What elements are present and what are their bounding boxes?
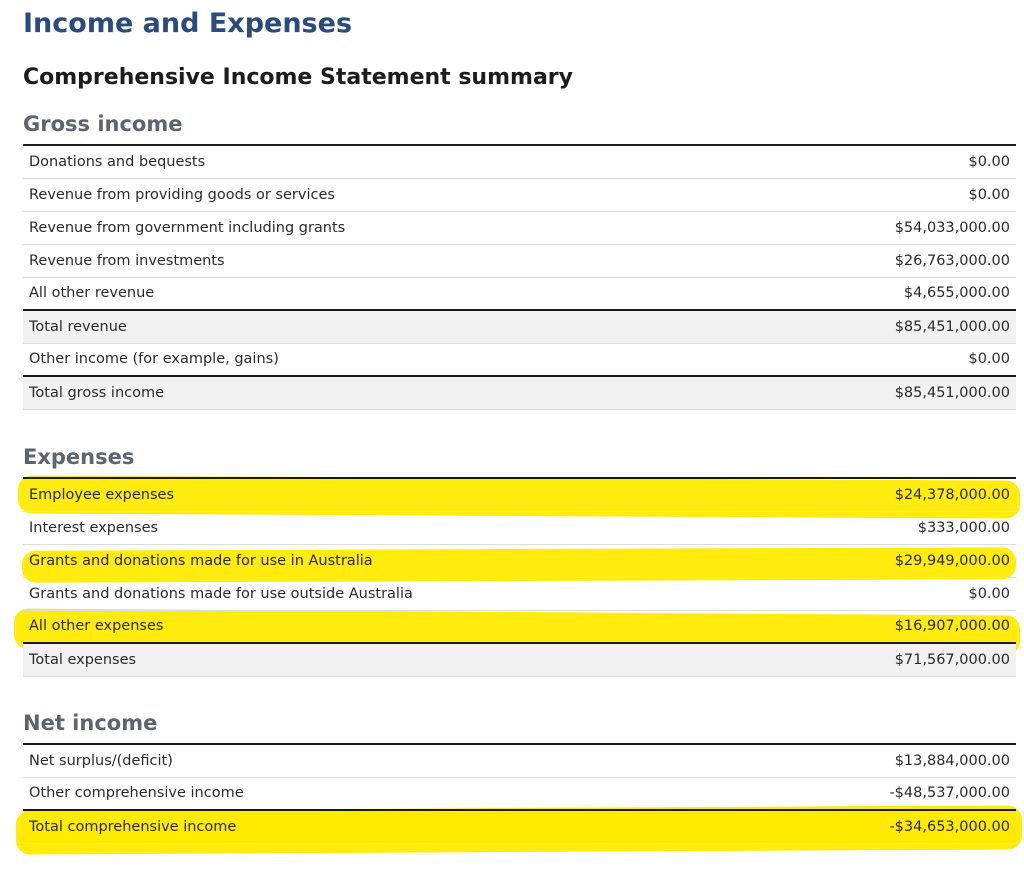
row-amount: -$34,653,000.00 — [650, 810, 1016, 843]
row-amount: $13,884,000.00 — [650, 744, 1016, 777]
table-row — [23, 478, 1016, 511]
row-amount: $29,949,000.00 — [774, 544, 1016, 577]
table-row — [23, 777, 1016, 810]
row-label: All other expenses — [23, 610, 774, 643]
row-label: Revenue from government including grants — [23, 211, 738, 244]
row-amount: $26,763,000.00 — [738, 244, 1016, 277]
row-amount: $16,907,000.00 — [774, 610, 1016, 643]
net-income-title: Net income — [23, 711, 158, 735]
total-expenses-row — [23, 643, 1016, 676]
row-amount: $85,451,000.00 — [738, 376, 1016, 409]
gross-income-section — [23, 110, 1016, 410]
table-row — [23, 744, 1016, 777]
row-label: Grants and donations made for use outside Australia — [23, 577, 774, 610]
row-label: Employee expenses — [23, 478, 774, 511]
expenses-title: Expenses — [23, 445, 135, 469]
table-row — [23, 511, 1016, 544]
total-gross-income-row — [23, 376, 1016, 409]
expenses-section — [23, 443, 1016, 677]
net-income-section — [23, 709, 1016, 844]
row-amount: $4,655,000.00 — [738, 277, 1016, 310]
row-label: Total expenses — [23, 643, 774, 676]
row-amount: -$48,537,000.00 — [650, 777, 1016, 810]
row-label: Grants and donations made for use in Australia — [23, 544, 774, 577]
row-label: Revenue from investments — [23, 244, 738, 277]
row-label: Total revenue — [23, 310, 738, 343]
page-title: Income and Expenses — [23, 8, 353, 39]
row-amount: $54,033,000.00 — [738, 211, 1016, 244]
row-label: Total comprehensive income — [23, 810, 650, 843]
row-amount: $24,378,000.00 — [774, 478, 1016, 511]
table-row — [23, 178, 1016, 211]
total-revenue-row — [23, 310, 1016, 343]
table-row — [23, 244, 1016, 277]
row-amount: $0.00 — [738, 145, 1016, 178]
row-amount: $0.00 — [738, 343, 1016, 376]
table-row — [23, 211, 1016, 244]
table-row — [23, 145, 1016, 178]
row-label: Revenue from providing goods or services — [23, 178, 738, 211]
row-amount: $0.00 — [738, 178, 1016, 211]
row-label: Other comprehensive income — [23, 777, 650, 810]
row-label: Other income (for example, gains) — [23, 343, 738, 376]
row-label: All other revenue — [23, 277, 738, 310]
table-row — [23, 343, 1016, 376]
table-row — [23, 577, 1016, 610]
row-amount: $0.00 — [774, 577, 1016, 610]
gross-income-title: Gross income — [23, 112, 183, 136]
table-row — [23, 610, 1016, 643]
row-label: Total gross income — [23, 376, 738, 409]
row-label: Donations and bequests — [23, 145, 738, 178]
expenses-table — [23, 477, 1016, 677]
row-label: Interest expenses — [23, 511, 774, 544]
total-comprehensive-income-row — [23, 810, 1016, 843]
gross-income-table — [23, 144, 1016, 410]
row-amount: $333,000.00 — [774, 511, 1016, 544]
net-income-table — [23, 743, 1016, 844]
row-label: Net surplus/(deficit) — [23, 744, 650, 777]
statement-subtitle: Comprehensive Income Statement summary — [23, 65, 573, 90]
row-amount: $71,567,000.00 — [774, 643, 1016, 676]
table-row — [23, 544, 1016, 577]
row-amount: $85,451,000.00 — [738, 310, 1016, 343]
table-row — [23, 277, 1016, 310]
